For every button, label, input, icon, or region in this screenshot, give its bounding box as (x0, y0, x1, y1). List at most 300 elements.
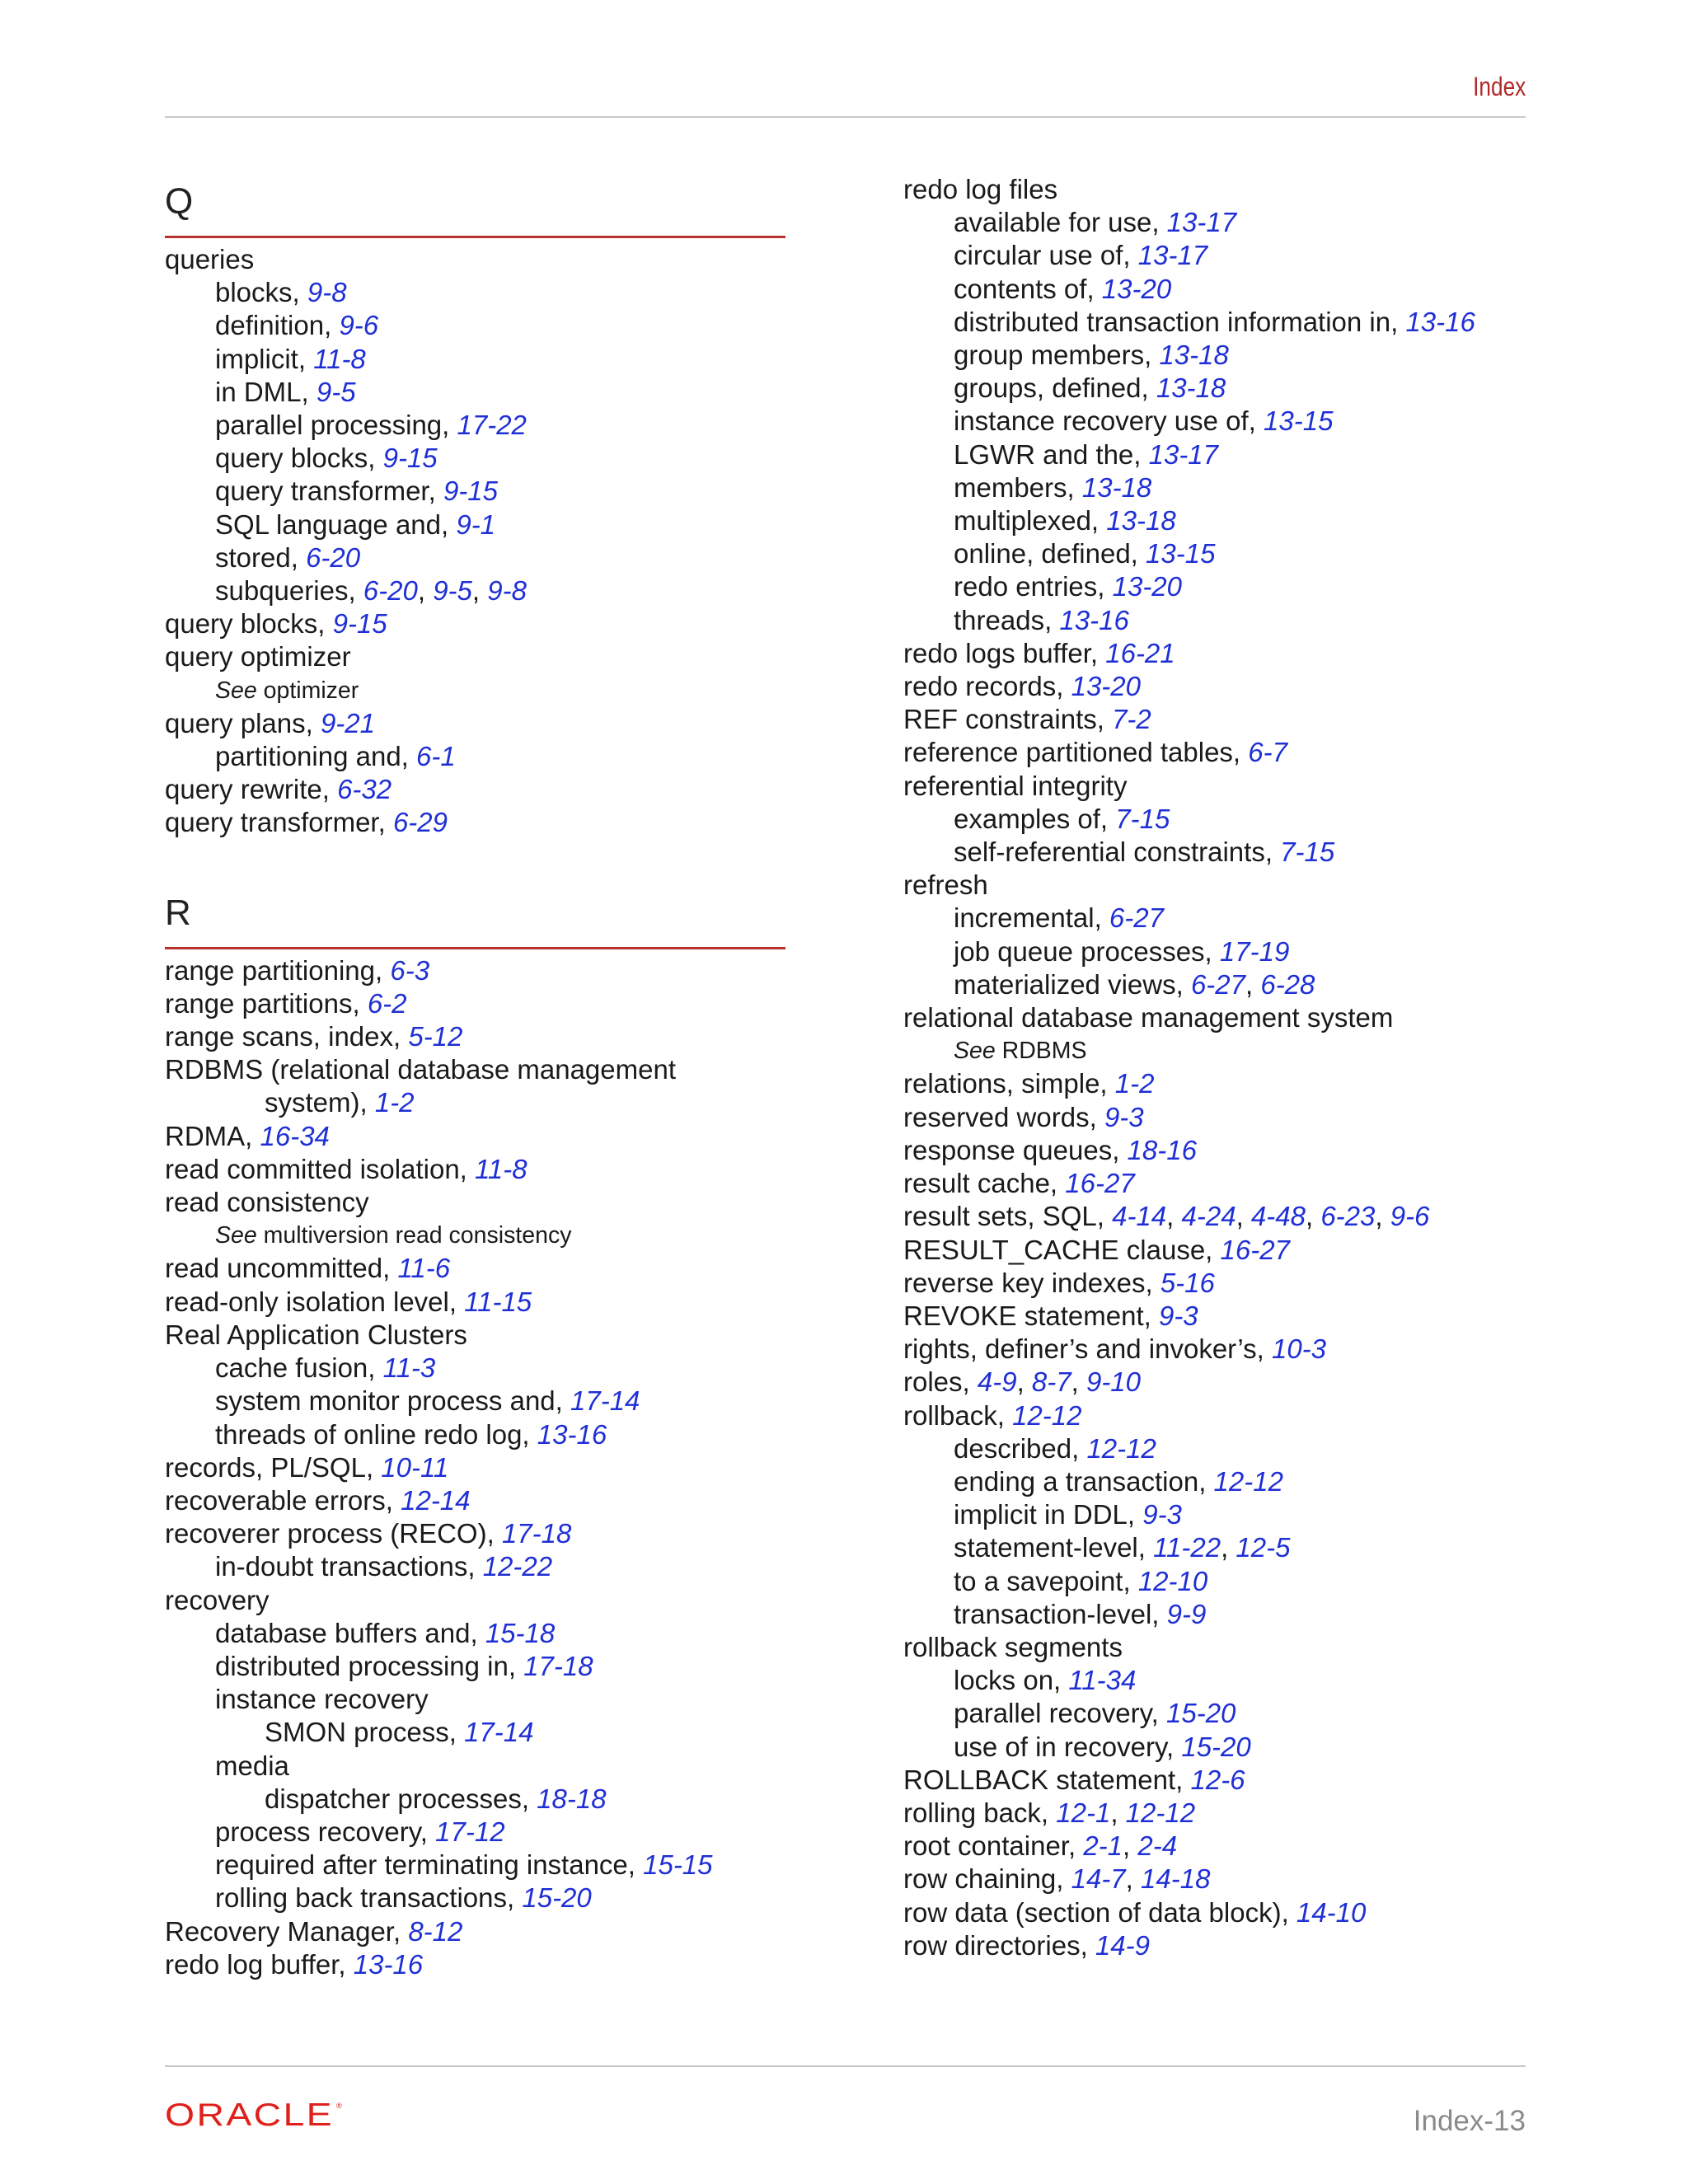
index-term: members, (954, 471, 1082, 503)
index-term: query transformer, (215, 476, 443, 507)
page-reference-link[interactable]: 14-10 (1296, 1896, 1367, 1928)
index-term: system), (265, 1087, 375, 1118)
index-entry (165, 806, 791, 839)
page-reference-link[interactable]: 13-20 (1112, 571, 1183, 602)
index-term: stored, (215, 541, 307, 573)
page-reference-link[interactable]: 6-1 (416, 741, 456, 772)
index-entry (165, 1451, 791, 1484)
index-subentry (903, 1598, 1530, 1631)
page-reference-link[interactable]: 15-18 (485, 1617, 556, 1648)
page-reference-link[interactable]: 5-12 (408, 1021, 463, 1052)
page-reference-link[interactable]: 14-18 (1141, 1863, 1211, 1895)
ref-separator: , (417, 575, 434, 607)
page-reference-link[interactable]: 2-4 (1137, 1830, 1178, 1862)
index-term: root container, (903, 1830, 1084, 1862)
page-reference-link[interactable]: 6-7 (1248, 737, 1287, 768)
index-subentry (903, 405, 1530, 438)
page-reference-link[interactable]: 10-11 (381, 1451, 449, 1483)
index-entry (903, 1101, 1530, 1134)
page-reference-link[interactable]: 13-16 (1059, 604, 1129, 635)
index-term: parallel processing, (215, 410, 457, 441)
page-reference-link[interactable]: 9-6 (1390, 1201, 1430, 1232)
index-term: roles, (903, 1366, 978, 1398)
index-subentry (903, 604, 1530, 637)
index-term: system monitor process and, (215, 1385, 570, 1417)
index-entry (165, 640, 791, 673)
page-reference-link[interactable]: 17-22 (457, 410, 527, 441)
page-reference-link[interactable]: 9-5 (433, 575, 472, 607)
page-reference-link[interactable]: 11-15 (464, 1286, 532, 1317)
index-entry (165, 1120, 791, 1153)
page-reference-link[interactable]: 11-3 (382, 1352, 436, 1384)
index-subentry (903, 1697, 1530, 1730)
ref-separator: , (471, 575, 488, 607)
index-subentry (165, 509, 791, 541)
index-subentry (165, 1783, 791, 1816)
index-term: implicit, (215, 343, 314, 374)
index-term: redo log buffer, (165, 1948, 354, 1980)
page-reference-link[interactable]: 13-18 (1159, 340, 1229, 371)
index-term: reserved words, (903, 1101, 1104, 1132)
index-entry (903, 1631, 1530, 1664)
index-term: redo entries, (954, 571, 1113, 602)
index-term: locks on, (954, 1665, 1069, 1696)
index-term: subqueries, (215, 575, 363, 607)
page-reference-link[interactable]: 13-16 (353, 1948, 424, 1980)
index-subentry (903, 1565, 1530, 1598)
index-term: row data (section of data block), (903, 1896, 1296, 1928)
index-subentry (903, 1731, 1530, 1764)
page-reference-link[interactable]: 14-9 (1095, 1929, 1150, 1961)
page-reference-link[interactable]: 17-14 (570, 1385, 640, 1417)
page-reference-link[interactable]: 4-24 (1181, 1201, 1236, 1232)
index-subentry (903, 902, 1530, 935)
page-reference-link[interactable]: 11-8 (313, 343, 366, 374)
index-term: reference partitioned tables, (903, 737, 1249, 768)
index-entry (903, 1167, 1530, 1200)
page-reference-link[interactable]: 9-10 (1085, 1366, 1142, 1398)
index-entry (903, 1764, 1530, 1797)
index-subentry (903, 471, 1530, 504)
page-reference-link[interactable]: 12-12 (1125, 1797, 1196, 1828)
page-reference-link[interactable]: 11-22 (1153, 1532, 1221, 1563)
page-reference-link[interactable]: 13-16 (1405, 306, 1475, 337)
index-term: row directories, (903, 1929, 1095, 1961)
page-reference-link[interactable]: 16-27 (1065, 1168, 1135, 1199)
index-entry (165, 1020, 791, 1053)
index-subentry (165, 1385, 791, 1418)
page-reference-link[interactable]: 9-1 (456, 509, 496, 540)
index-term: in DML, (215, 376, 316, 407)
index-term: media (215, 1750, 289, 1781)
page-reference-link[interactable]: 9-9 (1166, 1598, 1207, 1629)
page-reference-link[interactable]: 7-15 (1280, 837, 1335, 868)
page-reference-link[interactable]: 12-10 (1137, 1565, 1208, 1596)
page-reference-link[interactable]: 15-15 (643, 1849, 713, 1881)
page-reference-link[interactable]: 8-7 (1031, 1366, 1071, 1398)
index-subentry (165, 1849, 791, 1882)
index-term: query transformer, (165, 807, 393, 838)
see-reference-label: See (215, 677, 257, 704)
index-term: rollback segments (903, 1631, 1123, 1662)
page-reference-link[interactable]: 6-20 (363, 575, 418, 607)
index-term: required after terminating instance, (215, 1849, 644, 1881)
index-term: definition, (215, 310, 340, 341)
index-subentry (903, 372, 1530, 405)
index-subentry (165, 1219, 791, 1252)
index-term: partitioning and, (215, 741, 417, 772)
page-reference-link[interactable]: 13-18 (1106, 505, 1176, 537)
page-reference-link[interactable]: 15-20 (1166, 1698, 1236, 1729)
page-reference-link[interactable]: 8-12 (408, 1915, 463, 1947)
index-term: groups, defined, (954, 373, 1156, 404)
index-subentry (165, 674, 791, 707)
index-subentry (165, 1650, 791, 1683)
index-term: Recovery Manager, (165, 1915, 409, 1947)
page-reference-link[interactable]: 9-8 (487, 575, 527, 607)
index-subentry (165, 740, 791, 773)
index-entry (165, 1053, 791, 1086)
index-term: described, (954, 1432, 1087, 1464)
index-subentry (165, 1750, 791, 1783)
index-subentry (903, 803, 1530, 836)
index-term: read committed isolation, (165, 1153, 476, 1184)
index-term: read-only isolation level, (165, 1286, 465, 1317)
index-subentry (165, 343, 791, 376)
index-entry (903, 1267, 1530, 1300)
page-reference-link[interactable]: 9-3 (1158, 1300, 1198, 1331)
page-reference-link[interactable]: 12-12 (1086, 1432, 1156, 1464)
index-term: distributed processing in, (215, 1650, 524, 1681)
index-subentry (165, 475, 791, 508)
index-term: ROLLBACK statement, (903, 1764, 1191, 1795)
page-reference-link[interactable]: 1-2 (1114, 1068, 1155, 1099)
ref-separator: , (1125, 1863, 1142, 1895)
index-entry (165, 607, 791, 640)
index-term: RDBMS (995, 1038, 1087, 1065)
index-term: reverse key indexes, (903, 1267, 1160, 1298)
index-term: query optimizer (165, 641, 351, 673)
page-reference-link[interactable]: 11-6 (397, 1253, 451, 1284)
page-reference-link[interactable]: 12-12 (1012, 1399, 1082, 1431)
page-reference-link[interactable]: 4-9 (977, 1366, 1017, 1398)
see-reference-label: See (954, 1038, 996, 1065)
page-reference-link[interactable]: 17-19 (1219, 935, 1290, 967)
see-reference-label: See (215, 1222, 257, 1249)
index-entry (165, 243, 791, 276)
index-column-right (903, 173, 1530, 1962)
index-term: implicit in DDL, (954, 1499, 1143, 1530)
index-entry (903, 1234, 1530, 1267)
index-term: queries (165, 244, 255, 274)
page-reference-link[interactable]: 13-16 (537, 1418, 607, 1450)
page-reference-link[interactable]: 9-6 (339, 310, 379, 341)
index-subentry (903, 570, 1530, 603)
page-reference-link[interactable]: 13-17 (1148, 438, 1219, 470)
index-subentry (903, 1531, 1530, 1564)
page-reference-link[interactable]: 17-18 (523, 1650, 593, 1681)
index-subentry (165, 376, 791, 409)
index-entry (165, 773, 791, 806)
page-reference-link[interactable]: 6-20 (306, 541, 361, 573)
index-entry (903, 1797, 1530, 1830)
index-term: job queue processes, (954, 935, 1220, 967)
index-term: referential integrity (903, 770, 1128, 801)
index-subentry (165, 1716, 791, 1749)
index-subentry (165, 1352, 791, 1385)
index-entry (165, 1153, 791, 1186)
index-entry (903, 869, 1530, 902)
index-entry (165, 1584, 791, 1617)
index-entry (165, 1484, 791, 1517)
index-term: rollback, (903, 1399, 1013, 1431)
index-term: relations, simple, (903, 1068, 1115, 1099)
index-term: rights, definer’s and invoker’s, (903, 1333, 1272, 1365)
index-entry (903, 173, 1530, 206)
page-reference-link[interactable]: 13-17 (1137, 240, 1208, 271)
index-term: query blocks, (165, 608, 333, 640)
index-term: statement-level, (954, 1532, 1154, 1563)
index-subentry (903, 306, 1530, 339)
page-reference-link[interactable]: 6-23 (1320, 1201, 1376, 1232)
page-reference-link[interactable]: 18-18 (537, 1783, 607, 1814)
index-subentry (165, 1617, 791, 1650)
index-term: records, PL/SQL, (165, 1451, 382, 1483)
page-reference-link[interactable]: 7-2 (1112, 704, 1151, 735)
index-entry (903, 1863, 1530, 1896)
page-reference-link[interactable]: 1-2 (374, 1087, 415, 1118)
index-term: self-referential constraints, (954, 837, 1281, 868)
ref-separator: , (1166, 1201, 1182, 1232)
ref-separator: , (1123, 1830, 1138, 1862)
index-term: REVOKE statement, (903, 1300, 1159, 1331)
page-reference-link[interactable]: 5-16 (1160, 1267, 1215, 1298)
index-subentry (903, 438, 1530, 471)
index-term: use of in recovery, (954, 1731, 1182, 1762)
index-term: query plans, (165, 707, 321, 738)
index-term: query rewrite, (165, 774, 338, 805)
index-entry (165, 1948, 791, 1981)
index-entry (903, 1333, 1530, 1366)
index-term: SQL language and, (215, 509, 457, 540)
index-term: circular use of, (954, 240, 1138, 271)
index-term: redo logs buffer, (903, 637, 1106, 668)
index-entry (903, 1366, 1530, 1399)
index-subentry (165, 574, 791, 607)
index-term: examples of, (954, 803, 1116, 834)
index-term: row chaining, (903, 1863, 1071, 1895)
running-header-title: Index (1472, 72, 1526, 101)
page-reference-link[interactable]: 13-20 (1101, 273, 1172, 304)
index-term: instance recovery (215, 1684, 429, 1715)
index-entry (903, 1300, 1530, 1333)
page-reference-link[interactable]: 9-3 (1142, 1499, 1182, 1530)
page-reference-link[interactable]: 16-21 (1105, 637, 1175, 668)
header-rule (165, 116, 1526, 118)
index-entry (903, 703, 1530, 736)
page-reference-link[interactable]: 12-12 (1213, 1465, 1283, 1497)
index-subentry (903, 339, 1530, 372)
index-term: in-doubt transactions, (215, 1551, 483, 1582)
page-reference-link[interactable]: 2-1 (1083, 1830, 1123, 1862)
index-entry (165, 987, 791, 1020)
index-entry (165, 954, 791, 987)
page-reference-link[interactable]: 10-3 (1271, 1333, 1327, 1365)
page-reference-link[interactable]: 16-34 (260, 1120, 330, 1151)
ref-separator: , (1375, 1201, 1390, 1232)
page-reference-link[interactable]: 4-48 (1250, 1201, 1306, 1232)
index-term: recoverer process (RECO), (165, 1518, 502, 1549)
index-entry (903, 670, 1530, 703)
index-subentry (165, 442, 791, 475)
index-term: parallel recovery, (954, 1698, 1166, 1729)
page-reference-link[interactable]: 6-28 (1260, 968, 1315, 1000)
page-reference-link[interactable]: 6-27 (1109, 902, 1164, 934)
index-term: recoverable errors, (165, 1484, 401, 1516)
index-term: rolling back, (903, 1797, 1057, 1828)
index-term: incremental, (954, 902, 1109, 934)
page-reference-link[interactable]: 6-27 (1190, 968, 1245, 1000)
page-reference-link[interactable]: 9-3 (1104, 1101, 1144, 1132)
page-reference-link[interactable]: 7-15 (1115, 803, 1170, 834)
index-term: range partitions, (165, 987, 368, 1019)
page-reference-link[interactable]: 6-29 (392, 807, 448, 838)
index-term: RDMA, (165, 1120, 260, 1151)
index-term: read uncommitted, (165, 1253, 398, 1284)
index-term: ending a transaction, (954, 1465, 1214, 1497)
page-reference-link[interactable]: 12-1 (1056, 1797, 1111, 1828)
index-term: multiversion read consistency (256, 1222, 572, 1249)
index-term: database buffers and, (215, 1617, 485, 1648)
index-term: online, defined, (954, 538, 1146, 569)
ref-separator: , (1110, 1797, 1126, 1828)
page-number: Index-13 (1413, 2105, 1526, 2137)
index-subentry (903, 1664, 1530, 1697)
page-reference-link[interactable]: 15-20 (1181, 1731, 1251, 1762)
page-reference-link[interactable]: 15-20 (522, 1882, 592, 1914)
ref-separator: , (1071, 1366, 1086, 1398)
page-reference-link[interactable]: 11-34 (1068, 1665, 1137, 1696)
index-subentry (165, 1683, 791, 1716)
index-term: read consistency (165, 1187, 369, 1218)
page-reference-link[interactable]: 14-7 (1071, 1863, 1126, 1895)
section-letter-q: Q (165, 181, 194, 222)
index-term: distributed transaction information in, (954, 306, 1406, 337)
index-entry (903, 770, 1530, 803)
page-reference-link[interactable]: 12-6 (1190, 1764, 1245, 1795)
page-reference-link[interactable]: 4-14 (1112, 1201, 1167, 1232)
ref-separator: , (1305, 1201, 1321, 1232)
index-entry (903, 1399, 1530, 1432)
section-spacer (165, 840, 791, 884)
index-term: available for use, (954, 207, 1167, 238)
index-subentry (165, 541, 791, 574)
page-reference-link[interactable]: 13-18 (1156, 373, 1226, 404)
section-divider (165, 947, 785, 949)
index-subentry (903, 935, 1530, 968)
index-subentry (165, 409, 791, 442)
page-reference-link[interactable]: 13-15 (1146, 538, 1216, 569)
index-term: SMON process, (265, 1717, 465, 1748)
index-subentry (903, 1498, 1530, 1531)
page-reference-link[interactable]: 6-3 (390, 954, 430, 986)
index-term: Real Application Clusters (165, 1319, 467, 1350)
index-term: query blocks, (215, 443, 383, 474)
page-reference-link[interactable]: 6-32 (337, 774, 392, 805)
index-entry (903, 1001, 1530, 1034)
index-term: RDBMS (relational database management (165, 1054, 676, 1085)
page-reference-link[interactable]: 18-16 (1127, 1134, 1197, 1165)
ref-separator: , (1236, 1201, 1251, 1232)
index-entry (903, 1134, 1530, 1167)
index-term: optimizer (256, 677, 359, 704)
page-reference-link[interactable]: 13-18 (1081, 471, 1152, 503)
index-entry (903, 1200, 1530, 1233)
page-reference-link[interactable]: 9-15 (382, 443, 438, 474)
index-term: redo records, (903, 671, 1071, 702)
page-reference-link[interactable]: 6-2 (367, 987, 407, 1019)
oracle-logo-wordmark: ORACLE (165, 2100, 334, 2128)
index-subentry (165, 1086, 791, 1119)
page-reference-link[interactable]: 9-8 (307, 277, 347, 308)
page-reference-link[interactable]: 17-12 (435, 1816, 505, 1847)
index-entry (903, 637, 1530, 670)
index-subentry (903, 1432, 1530, 1465)
index-entry (165, 1517, 791, 1550)
index-subentry (165, 1550, 791, 1583)
index-entry (165, 707, 791, 740)
page-reference-link[interactable]: 17-14 (464, 1717, 534, 1748)
page-reference-link[interactable]: 9-5 (316, 376, 356, 407)
index-term: RESULT_CACHE clause, (903, 1234, 1221, 1265)
page-reference-link[interactable]: 16-27 (1220, 1234, 1290, 1265)
page-reference-link[interactable]: 11-8 (475, 1153, 528, 1184)
page-reference-link[interactable]: 9-15 (332, 608, 387, 640)
page-reference-link[interactable]: 9-21 (320, 707, 376, 738)
index-entry (903, 1067, 1530, 1100)
index-entry (165, 1252, 791, 1285)
index-term: to a savepoint, (954, 1565, 1138, 1596)
page-reference-link[interactable]: 13-17 (1166, 207, 1237, 238)
index-term: redo log files (903, 174, 1058, 204)
index-term: REF constraints, (903, 704, 1113, 735)
index-subentry (165, 1816, 791, 1849)
index-entry (903, 1896, 1530, 1929)
index-entry (165, 1286, 791, 1319)
oracle-logo (165, 2100, 348, 2128)
ref-separator: , (1221, 1532, 1236, 1563)
index-term: relational database management system (903, 1002, 1394, 1033)
page-reference-link[interactable]: 12-22 (482, 1551, 553, 1582)
page-reference-link[interactable]: 12-5 (1236, 1532, 1291, 1563)
index-subentry (903, 504, 1530, 537)
index-subentry (165, 1882, 791, 1915)
page-reference-link[interactable]: 9-15 (443, 476, 499, 507)
index-term: instance recovery use of, (954, 405, 1264, 437)
index-entry (903, 736, 1530, 769)
index-term: threads, (954, 604, 1060, 635)
page-reference-link[interactable]: 13-15 (1264, 405, 1334, 437)
index-term: threads of online redo log, (215, 1418, 537, 1450)
index-term: transaction-level, (954, 1598, 1167, 1629)
page-reference-link[interactable]: 13-20 (1071, 671, 1141, 702)
index-entry (903, 1830, 1530, 1863)
page-reference-link[interactable]: 17-18 (501, 1518, 572, 1549)
index-subentry (165, 276, 791, 309)
index-term: contents of, (954, 273, 1102, 304)
page-reference-link[interactable]: 12-14 (401, 1484, 471, 1516)
index-term: blocks, (215, 277, 307, 308)
